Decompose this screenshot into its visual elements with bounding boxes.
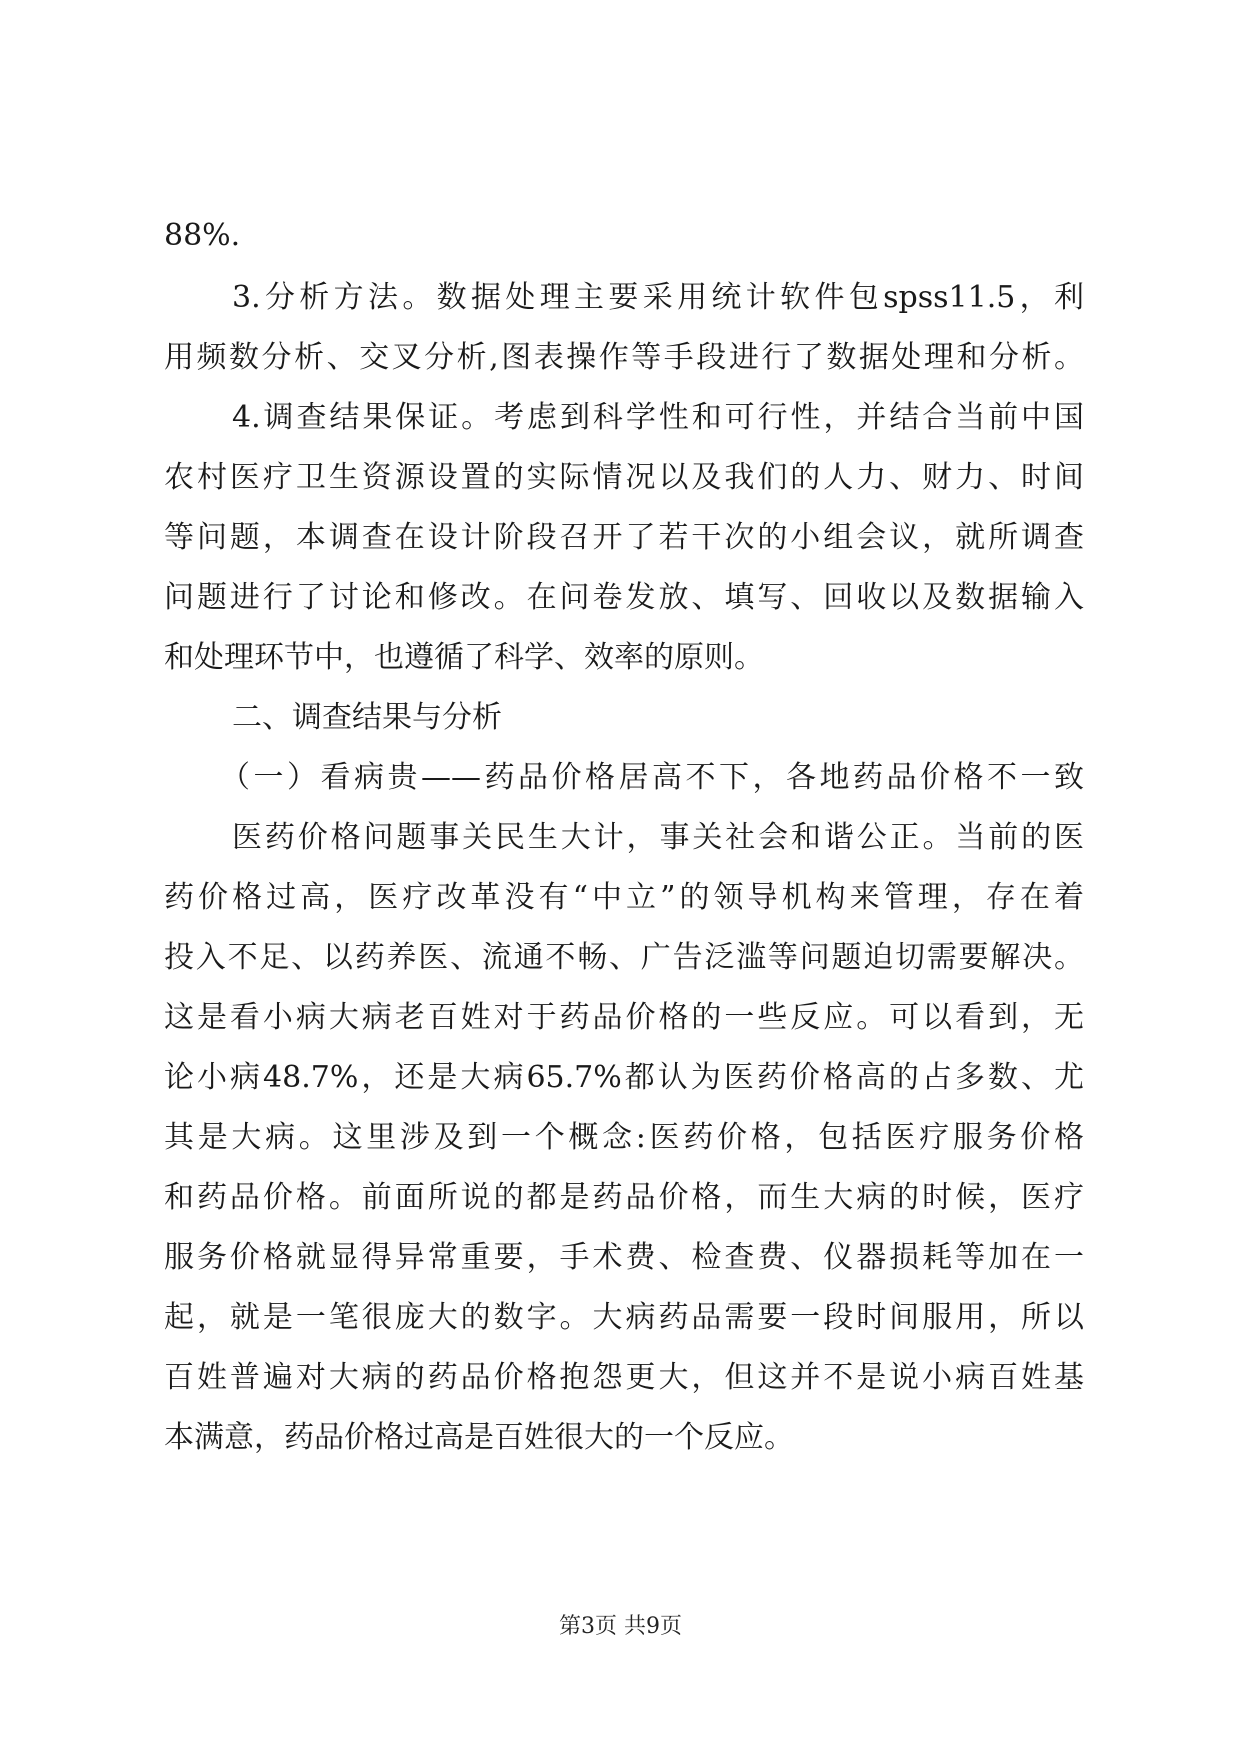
text-line-guarantee-3: 等问题，本调查在设计阶段召开了若干次的小组会议，就所调查 [164,520,1084,555]
text-line-price-6: 其是大病。这里涉及到一个概念:医药价格，包括医疗服务价格 [164,1120,1084,1155]
text-line-guarantee-2: 农村医疗卫生资源设置的实际情况以及我们的人力、财力、时间 [164,460,1084,495]
text-line-price-4: 这是看小病大病老百姓对于药品价格的一些反应。可以看到，无 [164,1000,1084,1035]
text-line-guarantee-1: 4.调查结果保证。考虑到科学性和可行性，并结合当前中国 [232,400,1084,435]
text-line-price-7: 和药品价格。前面所说的都是药品价格，而生大病的时候，医疗 [164,1180,1084,1215]
text-line-price-5: 论小病48.7%，还是大病65.7%都认为医药价格高的占多数、尤 [164,1060,1084,1095]
subsection-heading: （一）看病贵——药品价格居高不下，各地药品价格不一致 [220,760,1084,795]
page-footer: 第3页 共9页 [559,1614,682,1639]
text-line-price-9: 起，就是一笔很庞大的数字。大病药品需要一段时间服用，所以 [164,1300,1084,1335]
text-line-price-8: 服务价格就显得异常重要，手术费、检查费、仪器损耗等加在一 [164,1240,1084,1275]
section-heading: 二、调查结果与分析 [232,700,502,735]
text-line-price-1: 医药价格问题事关民生大计，事关社会和谐公正。当前的医 [232,820,1084,855]
text-line-price-10: 百姓普遍对大病的药品价格抱怨更大，但这并不是说小病百姓基 [164,1360,1084,1395]
text-line-price-11: 本满意，药品价格过高是百姓很大的一个反应。 [164,1420,794,1455]
text-line-continuation: 88%. [164,218,241,253]
text-line-price-3: 投入不足、以药养医、流通不畅、广告泛滥等问题迫切需要解决。 [164,940,1084,975]
text-line-method-2: 用频数分析、交叉分析,图表操作等手段进行了数据处理和分析。 [164,340,1084,375]
text-line-guarantee-5: 和处理环节中，也遵循了科学、效率的原则。 [164,640,764,675]
text-line-price-2: 药价格过高，医疗改革没有“中立”的领导机构来管理，存在着 [164,880,1084,915]
text-line-method-1: 3.分析方法。数据处理主要采用统计软件包spss11.5，利 [232,280,1084,315]
text-line-guarantee-4: 问题进行了讨论和修改。在问卷发放、填写、回收以及数据输入 [164,580,1084,615]
